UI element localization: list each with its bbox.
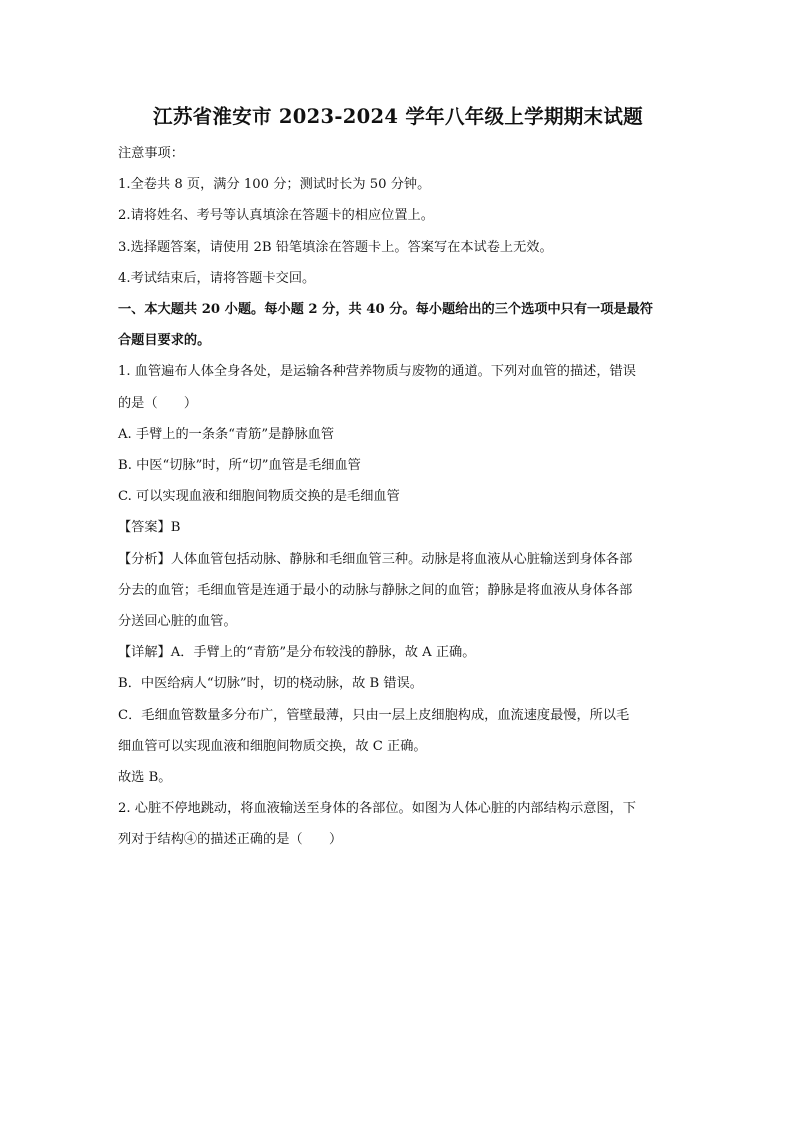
notice-item-2: 2.请将姓名、考号等认真填涂在答题卡的相应位置上。 — [118, 208, 434, 224]
exam-page — [118, 100, 678, 856]
notice-item-3: 3.选择题答案，请使用 2B 铅笔填涂在答题卡上。答案写在本试卷上无效。 — [118, 239, 553, 255]
section-heading-line-1: 一、本大题共 20 小题。每小题 2 分，共 40 分。每小题给出的三个选项中只有一项是最符 — [118, 302, 653, 318]
question-1-analysis-line-1: 【分析】人体血管包括动脉、静脉和毛细血管三种。动脉是将血液从心脏输送到身体各部 — [118, 551, 633, 567]
question-1-detail-line-5: 故选 B。 — [118, 770, 172, 786]
notice-heading: 注意事项： — [118, 146, 184, 161]
notice-item-1: 1.全卷共 8 页，满分 100 分；测试时长为 50 分钟。 — [118, 177, 431, 193]
question-1-detail-line-4: 细血管可以实现血液和细胞间物质交换，故 C 正确。 — [118, 738, 427, 754]
question-1-analysis-line-3: 分送回心脏的血管。 — [118, 614, 237, 630]
question-1-option-c: C. 可以实现血液和细胞间物质交换的是毛细血管 — [118, 489, 400, 505]
question-1-detail-line-3: C．毛细血管数量多分布广，管壁最薄，只由一层上皮细胞构成，血流速度最慢，所以毛 — [118, 707, 630, 723]
question-1-option-a: A. 手臂上的一条条“青筋”是静脉血管 — [118, 426, 335, 442]
question-1-stem-line-1: 1. 血管遍布人体全身各处，是运输各种营养物质与废物的通道。下列对血管的描述，错误 — [118, 364, 636, 380]
question-1-answer: 【答案】B — [118, 520, 181, 536]
question-2-stem-line-1: 2. 心脏不停地跳动，将血液输送至身体的各部位。如图为人体心脏的内部结构示意图，下 — [118, 801, 636, 817]
page-title: 江苏省淮安市 2023-2024 学年八年级上学期期末试题 — [153, 105, 643, 128]
section-heading-line-2: 合题目要求的。 — [118, 333, 211, 349]
notice-item-4: 4.考试结束后，请将答题卡交回。 — [118, 270, 316, 286]
question-1-stem-line-2: 的是（ ） — [118, 395, 198, 411]
question-1-option-b: B. 中医“切脉”时，所“切”血管是毛细血管 — [118, 458, 361, 474]
question-1-analysis-line-2: 分去的血管；毛细血管是连通于最小的动脉与静脉之间的血管；静脉是将血液从身体各部 — [118, 582, 633, 598]
question-2-stem-line-2: 列对于结构④的描述正确的是（ ） — [118, 832, 343, 848]
question-1-detail-line-1: 【详解】A．手臂上的“青筋”是分布较浅的静脉，故 A 正确。 — [118, 645, 476, 661]
question-1-detail-line-2: B．中医给病人“切脉”时，切的桡动脉，故 B 错误。 — [118, 676, 423, 692]
